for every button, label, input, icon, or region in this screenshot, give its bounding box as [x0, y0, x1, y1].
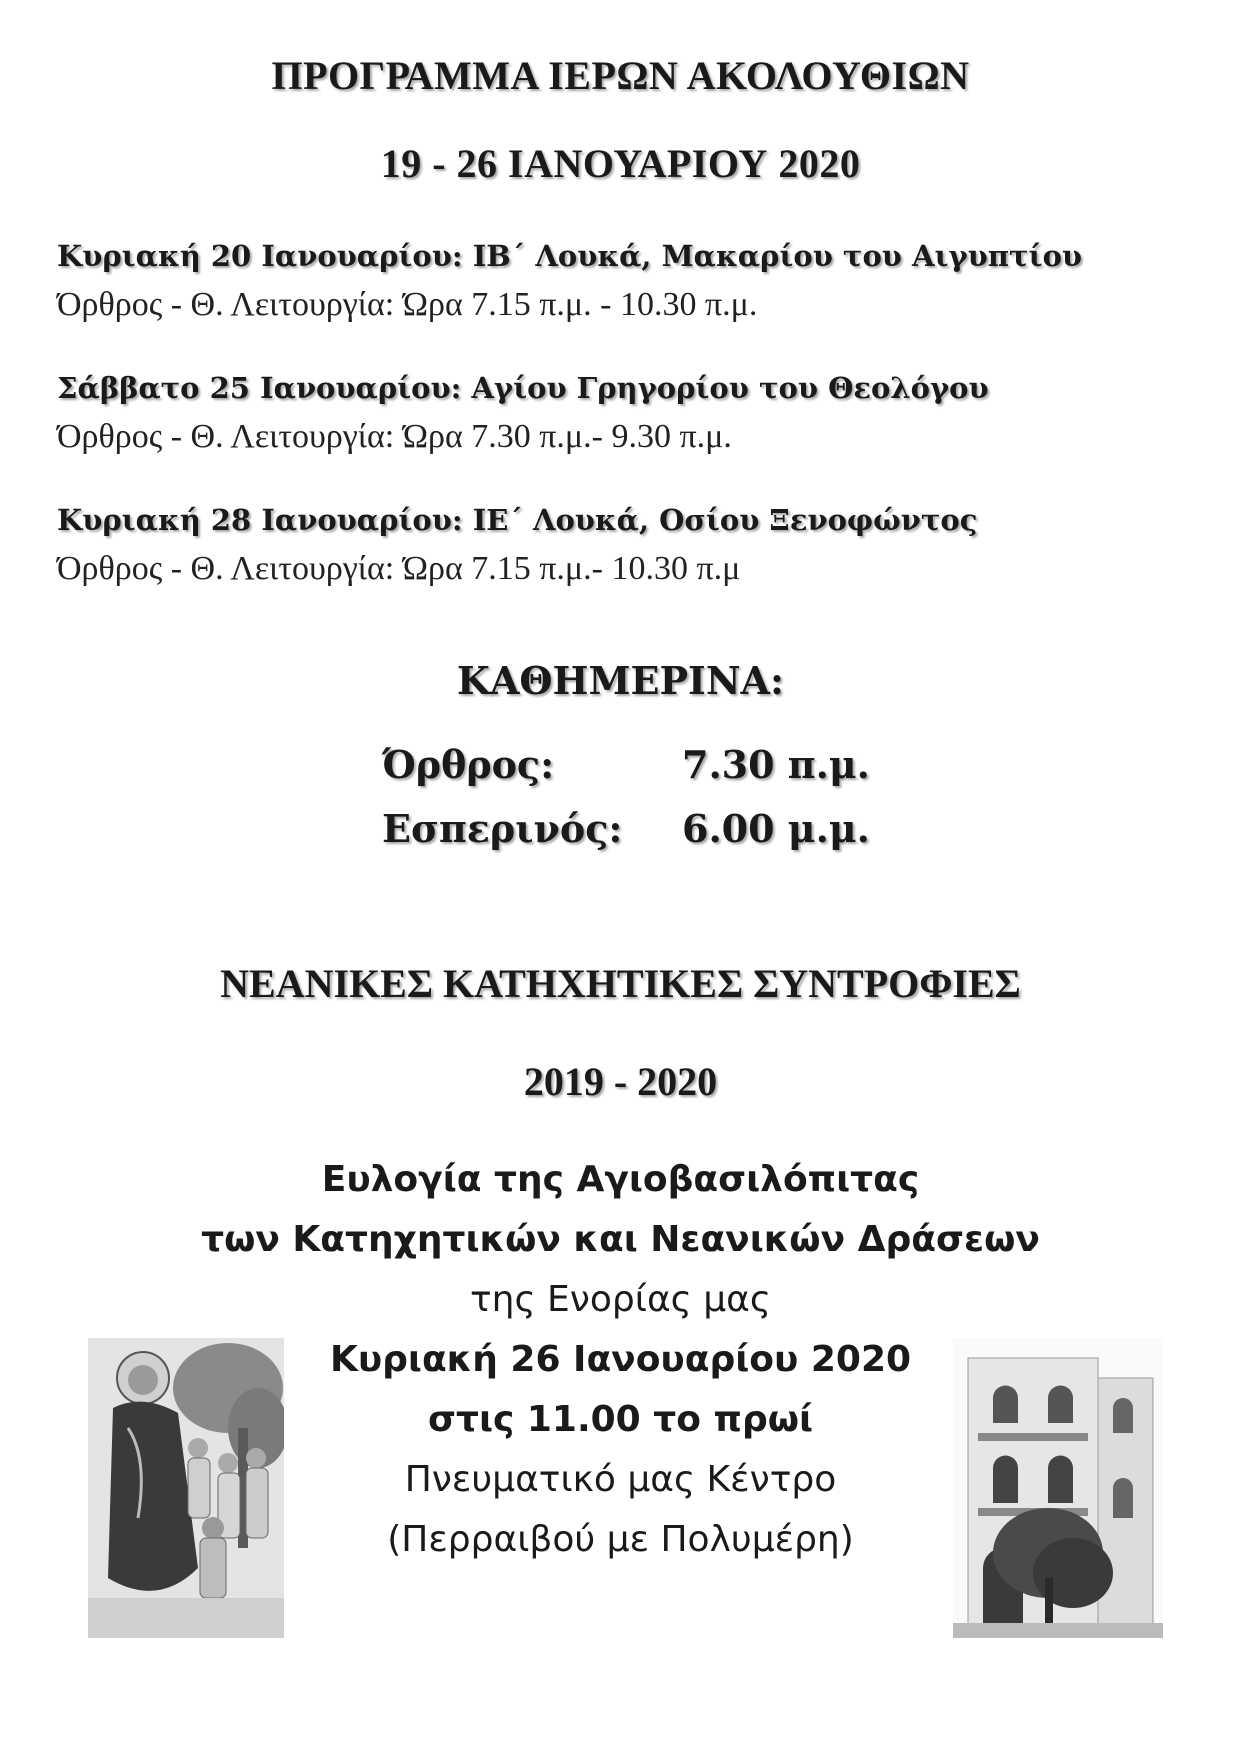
daily-time: 7.30 π.μ.: [682, 742, 870, 787]
event-address: (Περραιβού με Πολυμέρη): [387, 1519, 854, 1560]
daily-label: Εσπερινός:: [382, 806, 623, 851]
event-line: των Κατηχητικών και Νεανικών Δράσεων: [201, 1219, 1040, 1260]
service-entry: [57, 236, 1197, 326]
service-heading: Κυριακή 20 Ιανουαρίου: ΙΒ΄ Λουκά, Μακαρίου του Αιγυπτίου: [57, 239, 1083, 273]
icon-illustration: [88, 1338, 284, 1638]
service-schedule: Όρθρος - Θ. Λειτουργία: Ώρα 7.15 π.μ. - 10.30 π.μ.: [57, 286, 758, 323]
event-time: στις 11.00 το πρωί: [427, 1399, 814, 1440]
service-schedule: Όρθρος - Θ. Λειτουργία: Ώρα 7.30 π.μ.- 9.30 π.μ.: [57, 418, 732, 455]
daily-label: Όρθρος:: [382, 742, 555, 787]
service-entry: [57, 500, 1197, 590]
service-heading: Σάββατο 25 Ιανουαρίου: Αγίου Γρηγορίου του Θεολόγου: [57, 371, 989, 405]
daily-row-vespers: [382, 806, 870, 851]
daily-time: 6.00 μ.μ.: [682, 806, 870, 851]
icon-image: [88, 1338, 284, 1638]
youth-title: ΝΕΑΝΙΚΕΣ ΚΑΤΗΧΗΤΙΚΕΣ ΣΥΝΤΡΟΦΙΕΣ: [220, 961, 1021, 1006]
event-date: Κυριακή 26 Ιανουαρίου 2020: [329, 1339, 912, 1380]
schedule-dates: 19 - 26 ΙΑΝΟΥΑΡΙΟΥ 2020: [380, 141, 861, 186]
daily-row-orthros: [382, 742, 870, 787]
youth-season: 2019 - 2020: [523, 1059, 718, 1104]
church-photo: [953, 1338, 1163, 1638]
schedule-title: ΠΡΟΓΡΑΜΜΑ ΙΕΡΩΝ ΑΚΟΛΟΥΘΙΩΝ: [271, 53, 970, 98]
event-line: Ευλογία της Αγιοβασιλόπιτας: [321, 1159, 920, 1200]
daily-title: ΚΑΘΗΜΕΡΙΝΑ:: [456, 658, 785, 703]
service-schedule: Όρθρος - Θ. Λειτουργία: Ώρα 7.15 π.μ.- 10.30 π.μ: [57, 550, 741, 587]
event-venue: Πνευματικό μας Κέντρο: [404, 1459, 837, 1500]
service-heading: Κυριακή 28 Ιανουαρίου: ΙΕ΄ Λουκά, Οσίου Ξενοφώντος: [57, 503, 978, 537]
church-illustration: [953, 1338, 1163, 1638]
event-line: της Ενορίας μας: [469, 1279, 772, 1320]
service-entry: [57, 368, 1197, 458]
